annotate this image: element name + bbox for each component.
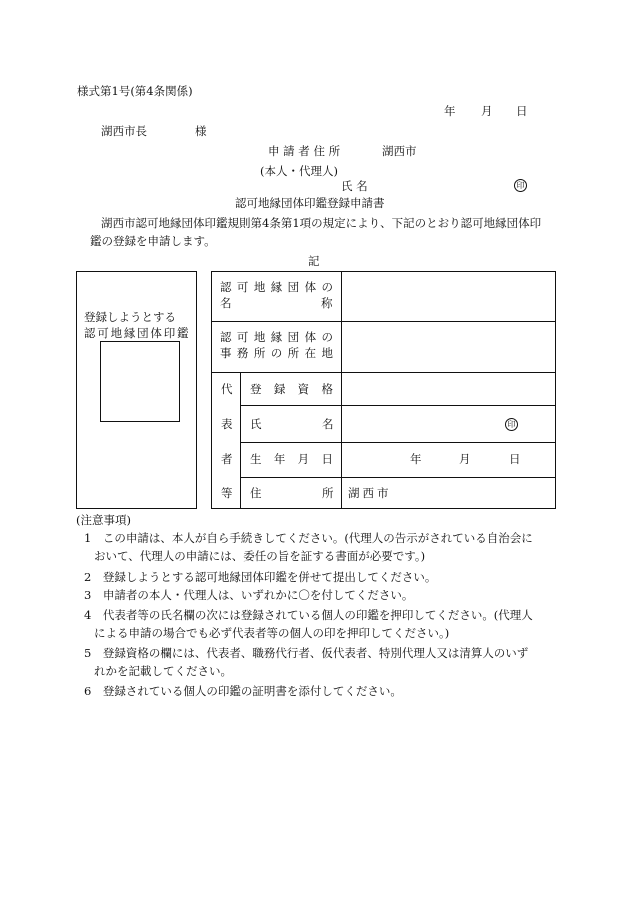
date-year-label: 年 xyxy=(444,104,456,118)
date-month-label: 月 xyxy=(481,104,493,118)
row-divider-4 xyxy=(240,442,556,443)
note-1-line-1: 1 この申請は、本人が自ら手続きしてください。(代理人の告示がされている自治会に xyxy=(84,531,533,545)
body-text-line-1: 湖西市認可地縁団体印鑑規則第4条第1項の規定により、下記のとおり認可地縁団体印 xyxy=(101,216,542,230)
note-3: 3 申請者の本人・代理人は、いずれかに〇を付してください。 xyxy=(84,588,414,602)
rep-seal-mark: 印 xyxy=(505,418,518,431)
rep-address-label-sho: 所 xyxy=(322,486,334,500)
note-5-line-1: 5 登録資格の欄には、代表者、職務代行者、仮代表者、特別代理人又は清算人のいず xyxy=(84,646,529,660)
birth-date-label: 生年月日 xyxy=(250,452,333,466)
addressee-mayor: 湖西市長 xyxy=(101,124,147,138)
birth-year-label: 年 xyxy=(410,452,422,466)
applicant-seal-mark: 印 xyxy=(514,179,527,192)
date-day-label: 日 xyxy=(516,104,528,118)
rep-char-hyo: 表 xyxy=(221,417,233,431)
birth-month-label: 月 xyxy=(459,452,471,466)
rep-name-label-mei: 名 xyxy=(322,417,334,431)
rep-char-dai: 代 xyxy=(221,382,233,396)
rep-address-label-ju: 住 xyxy=(250,486,262,500)
note-1-line-2: おいて、代理人の申請には、委任の旨を証する書面が必要です。) xyxy=(94,549,426,563)
rep-column-divider xyxy=(240,372,241,509)
rep-name-label-shi: 氏 xyxy=(250,417,262,431)
applicant-address-value: 湖西市 xyxy=(382,144,417,158)
note-5-line-2: れかを記載してください。 xyxy=(94,664,232,678)
org-office-label-line-2: 事務所の所在地 xyxy=(220,346,333,360)
row-divider-3 xyxy=(240,405,556,406)
org-name-label-line-1: 認可地縁団体の xyxy=(220,280,333,294)
addressee-honorific: 様 xyxy=(195,124,207,138)
birth-day-label: 日 xyxy=(509,452,521,466)
seal-box-label-line-2: 認可地縁団体印鑑 xyxy=(84,326,189,340)
seal-box-label-line-1: 登録しようとする xyxy=(84,310,176,324)
org-name-label-sho: 称 xyxy=(321,296,333,310)
qualification-label: 登録資格 xyxy=(250,382,333,396)
document-title: 認可地縁団体印鑑登録申請書 xyxy=(235,196,385,210)
notes-heading: (注意事項) xyxy=(76,513,131,527)
org-name-label-na: 名 xyxy=(220,296,232,310)
body-text-line-2: 鑑の登録を申請します。 xyxy=(90,234,216,248)
note-4-line-1: 4 代表者等の氏名欄の次には登録されている個人の印鑑を押印してください。(代理人 xyxy=(84,608,533,622)
seal-stamp-area xyxy=(100,341,180,422)
applicant-name-label: 氏 名 xyxy=(341,179,368,193)
applicant-address-label: 申 請 者 住 所 xyxy=(268,144,341,158)
row-divider-1 xyxy=(211,321,556,322)
org-office-label-line-1: 認可地縁団体の xyxy=(220,330,333,344)
rep-char-sha: 者 xyxy=(221,452,233,466)
seal-registration-box xyxy=(76,271,197,509)
row-divider-2 xyxy=(211,372,556,373)
note-6: 6 登録されている個人の印鑑の証明書を添付してください。 xyxy=(84,684,402,698)
applicant-role-label: (本人・代理人) xyxy=(260,164,338,178)
form-number: 様式第1号(第4条関係) xyxy=(77,84,193,98)
table-column-divider xyxy=(341,271,342,509)
rep-address-value: 湖西市 xyxy=(348,486,392,500)
row-divider-5 xyxy=(240,477,556,478)
rep-char-to: 等 xyxy=(221,486,233,500)
note-4-line-2: による申請の場合でも必ず代表者等の個人の印を押印してください。) xyxy=(94,626,450,640)
note-2: 2 登録しようとする認可地縁団体印鑑を併せて提出してください。 xyxy=(84,570,437,584)
ki-heading: 記 xyxy=(308,254,320,268)
